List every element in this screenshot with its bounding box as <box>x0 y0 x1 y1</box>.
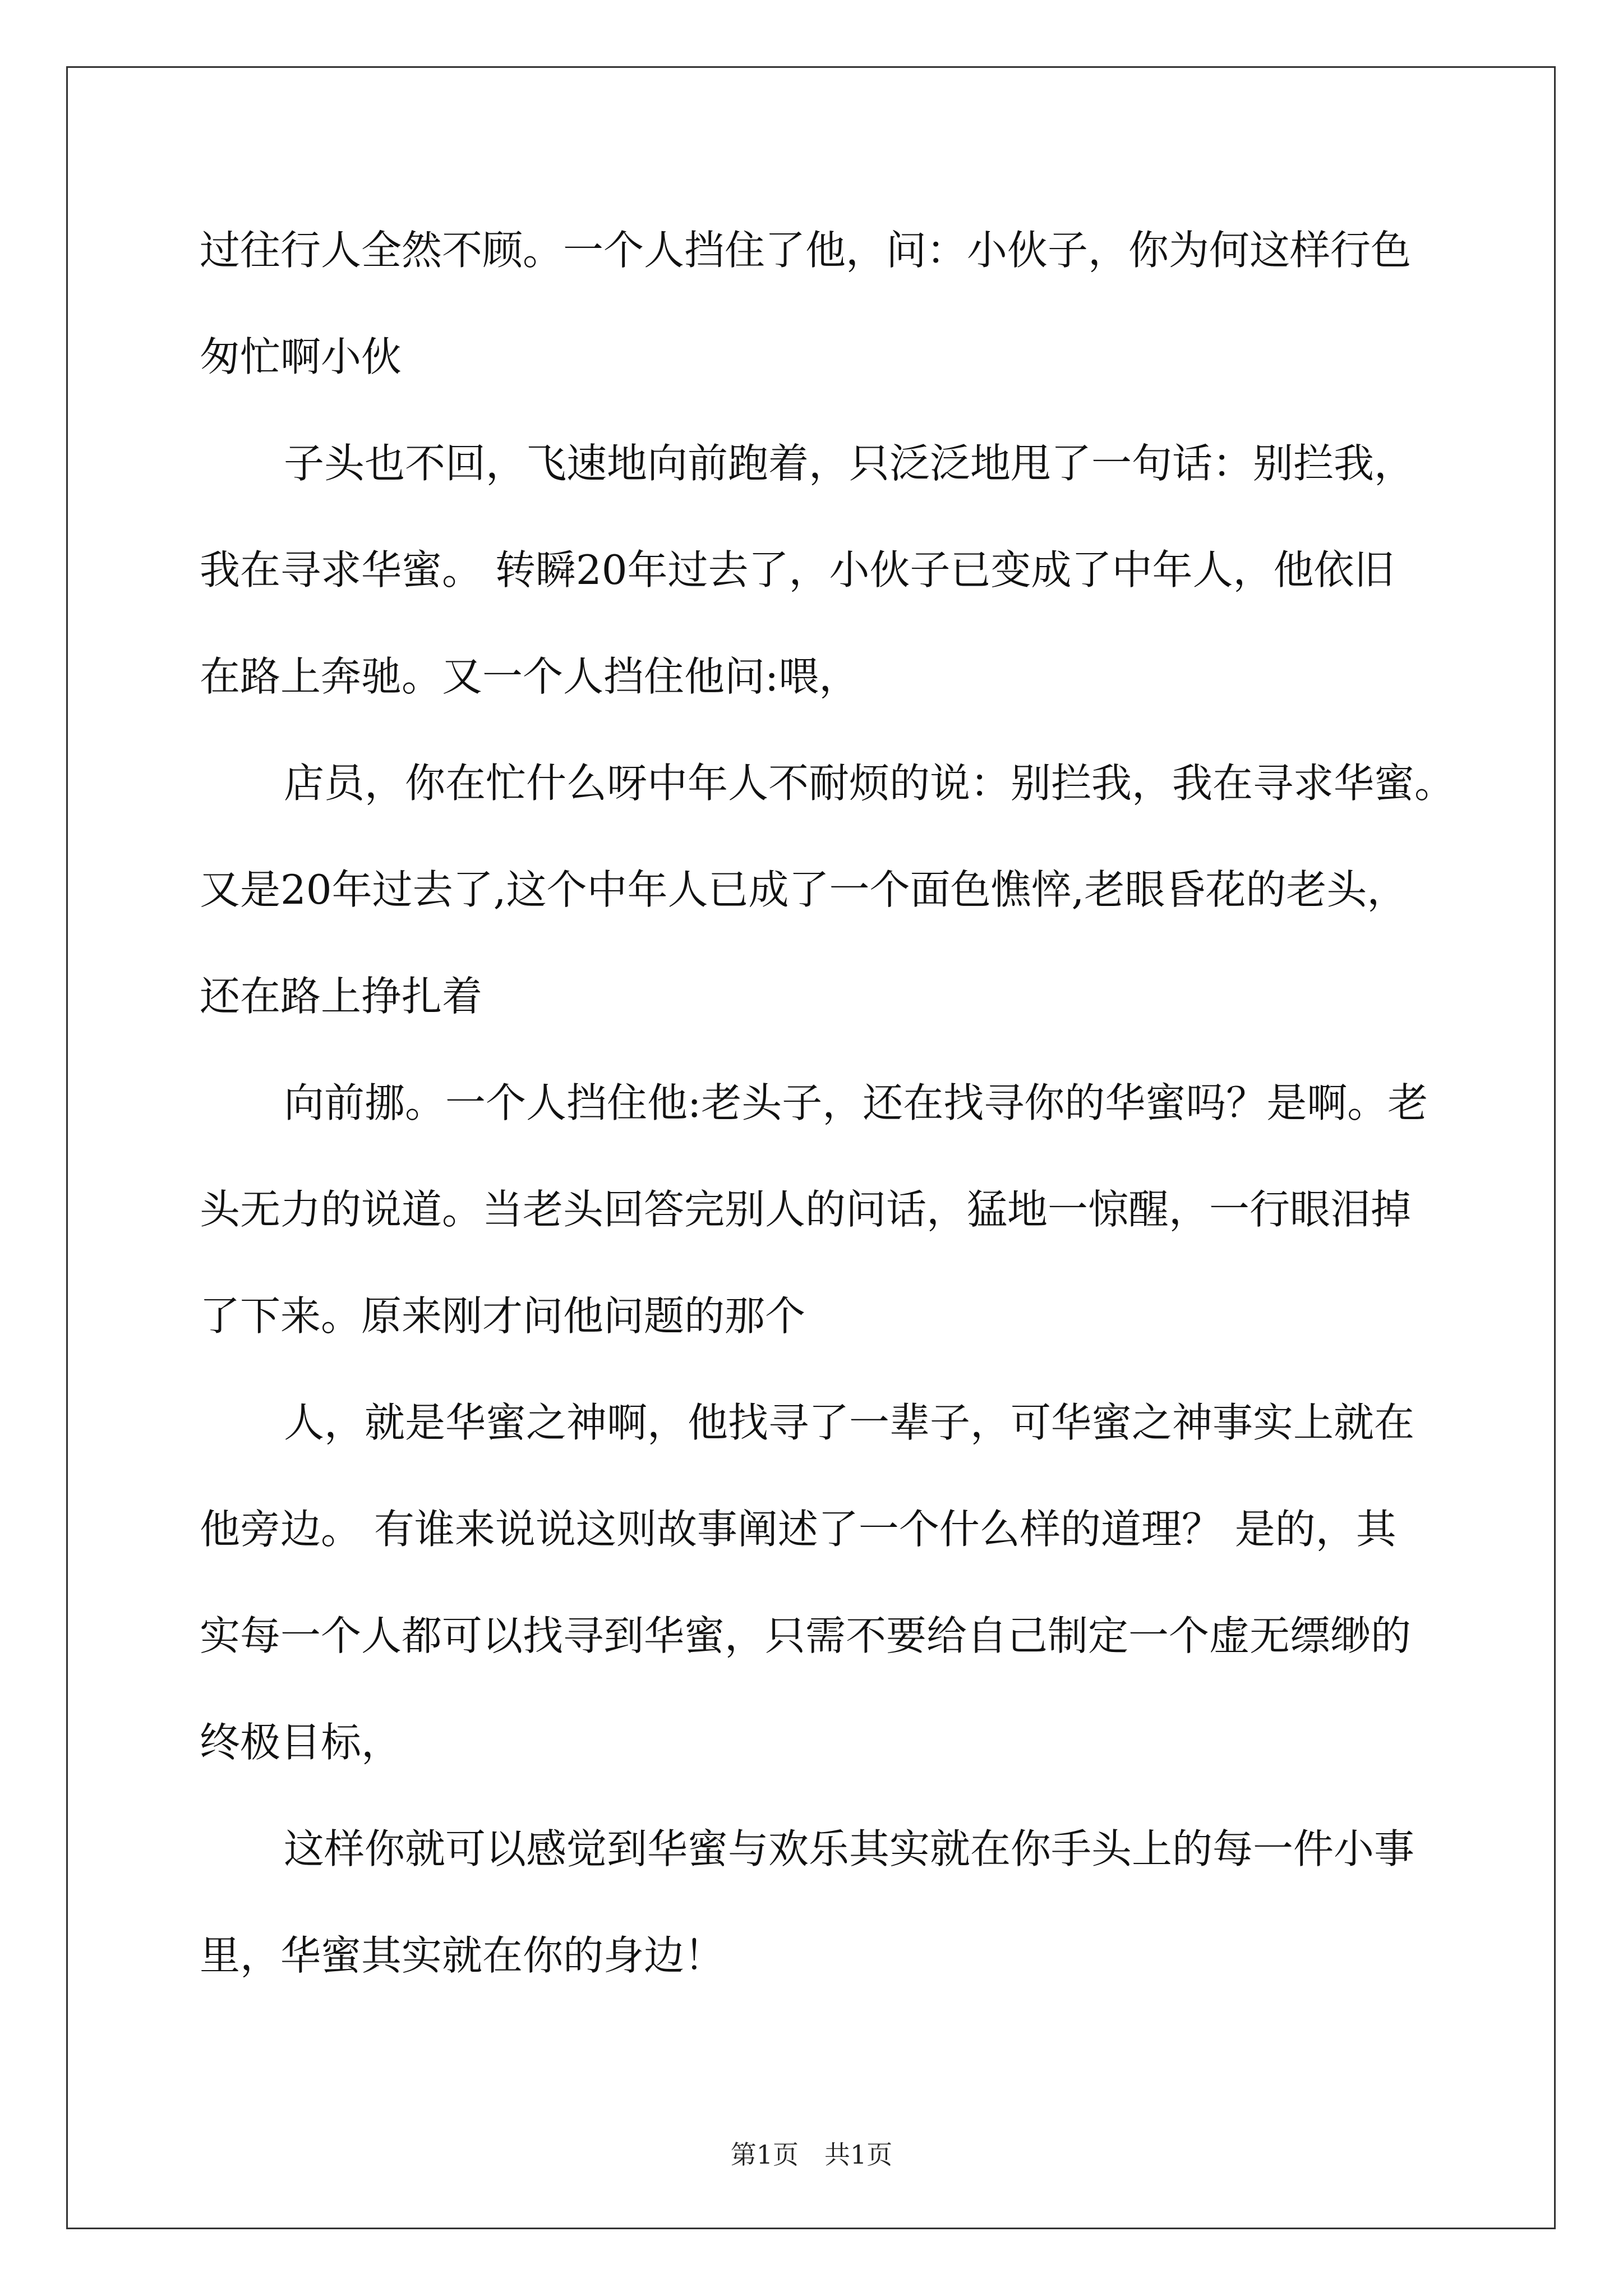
text-line: 终极目标， <box>200 1719 402 1766</box>
text-line: 向前挪。一个人挡住他:老头子，还在找寻你的华蜜吗？是啊。老 <box>284 1079 1428 1126</box>
text-line: 了下来。原来刚才问他问题的那个 <box>200 1292 806 1340</box>
text-line: 这样你就可以感觉到华蜜与欢乐其实就在你手头上的每一件小事 <box>284 1825 1415 1872</box>
page-border <box>66 66 1556 2229</box>
text-line: 人，就是华蜜之神啊，他找寻了一辈子，可华蜜之神事实上就在 <box>284 1399 1415 1446</box>
page-number-current: 第1页 <box>730 2139 799 2170</box>
text-line: 我在寻求华蜜。 转瞬20年过去了，小伙子已变成了中年人，他依旧 <box>200 546 1395 593</box>
text-line: 子头也不回，飞速地向前跑着，只泛泛地甩了一句话：别拦我， <box>284 440 1415 487</box>
text-line: 他旁边。 有谁来说说这则故事阐述了一个什么样的道理？ 是的，其 <box>200 1506 1396 1553</box>
page-number-total: 共1页 <box>824 2139 893 2170</box>
text-line: 过往行人全然不顾。一个人挡住了他，问：小伙子，你为何这样行色 <box>200 227 1412 274</box>
text-line: 在路上奔驰。又一个人挡住他问:喂， <box>200 653 860 700</box>
text-line: 头无力的说道。当老头回答完别人的问话，猛地一惊醒，一行眼泪掉 <box>200 1186 1412 1233</box>
text-line: 还在路上挣扎着 <box>200 973 483 1020</box>
text-line: 匆忙啊小伙 <box>200 333 402 380</box>
page-footer <box>0 2134 1623 2171</box>
text-line: 店员，你在忙什么呀中年人不耐烦的说：别拦我，我在寻求华蜜。 <box>284 760 1455 807</box>
text-line: 又是20年过去了,这个中年人已成了一个面色憔悴,老眼昏花的老头， <box>200 866 1408 913</box>
text-line: 里，华蜜其实就在你的身边！ <box>200 1932 725 1979</box>
text-line: 实每一个人都可以找寻到华蜜，只需不要给自己制定一个虚无缥缈的 <box>200 1612 1412 1659</box>
